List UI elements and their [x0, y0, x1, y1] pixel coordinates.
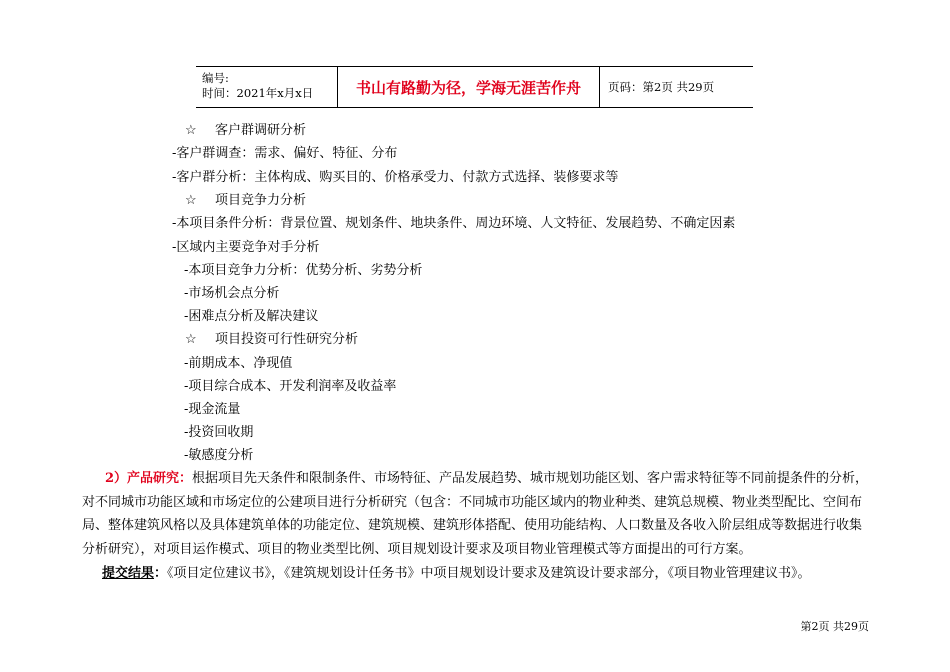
list-item: -前期成本、净现值 — [184, 356, 293, 371]
deliverables-label: 提交结果 — [102, 566, 155, 581]
header-time-label: 时间：2021年x月x日 — [202, 86, 314, 100]
product-research-paragraph — [82, 467, 872, 561]
section-heading-competition: ☆ 项目竞争力分析 — [185, 193, 307, 208]
header-page-code: 页码：第2页 共29页 — [608, 80, 715, 94]
list-item: -客户群调查：需求、偏好、特征、分布 — [172, 146, 398, 161]
header-meta — [196, 67, 338, 107]
page-header — [196, 66, 753, 108]
list-item: -困难点分析及解决建议 — [184, 309, 319, 324]
star-icon: ☆ — [185, 193, 197, 208]
product-research-body: 根据项目先天条件和限制条件、市场特征、产品发展趋势、城市规划功能区划、客户需求特征等不同前提条件的分析，对不同城市功能区域和市场定位的公建项目进行分析研究（包含：不同城市功能区域内的物业种类、建筑总规模、物业类型配比、空间布局、整体建筑风格以及具体建筑单体的功能定位、建筑规模、建筑形体搭配、使用功能结构、人口数量及各收入阶层组成等数据进行收集分析研究），对项目运作模式、项目的物业类型比例、项目规划设计要求及项目物业管理模式等方面提出的可行方案。 — [82, 471, 869, 557]
list-item: -区域内主要竞争对手分析 — [172, 240, 320, 255]
star-icon: ☆ — [185, 123, 197, 138]
list-item: -本项目条件分析：背景位置、规划条件、地块条件、周边环境、人文特征、发展趋势、不确定因素 — [172, 216, 736, 231]
list-item: -本项目竞争力分析：优势分析、劣势分析 — [184, 263, 423, 278]
list-item: -投资回收期 — [184, 425, 254, 440]
list-item: -市场机会点分析 — [184, 286, 280, 301]
page-footer: 第2页 共29页 — [800, 620, 869, 633]
section-heading-investment: ☆ 项目投资可行性研究分析 — [185, 332, 359, 347]
list-item: -项目综合成本、开发利润率及收益率 — [184, 379, 397, 394]
deliverables-paragraph — [82, 562, 872, 586]
star-icon: ☆ — [185, 332, 197, 347]
deliverables-body: 《项目定位建议书》，《建筑规划设计任务书》中项目规划设计要求及建筑设计要求部分，《项目物业管理建议书》。 — [167, 566, 811, 581]
header-motto: 书山有路勤为径，学海无涯苦作舟 — [338, 67, 600, 107]
list-item: -现金流量 — [184, 402, 241, 417]
section-heading-customer: ☆ 客户群调研分析 — [185, 123, 307, 138]
list-item: -敏感度分析 — [184, 448, 254, 463]
deliverables-colon: ： — [154, 566, 168, 581]
product-research-label: 2）产品研究： — [105, 471, 193, 486]
list-item: -客户群分析：主体构成、购买目的、价格承受力、付款方式选择、装修要求等 — [172, 170, 619, 185]
header-number-label: 编号: — [202, 71, 229, 85]
